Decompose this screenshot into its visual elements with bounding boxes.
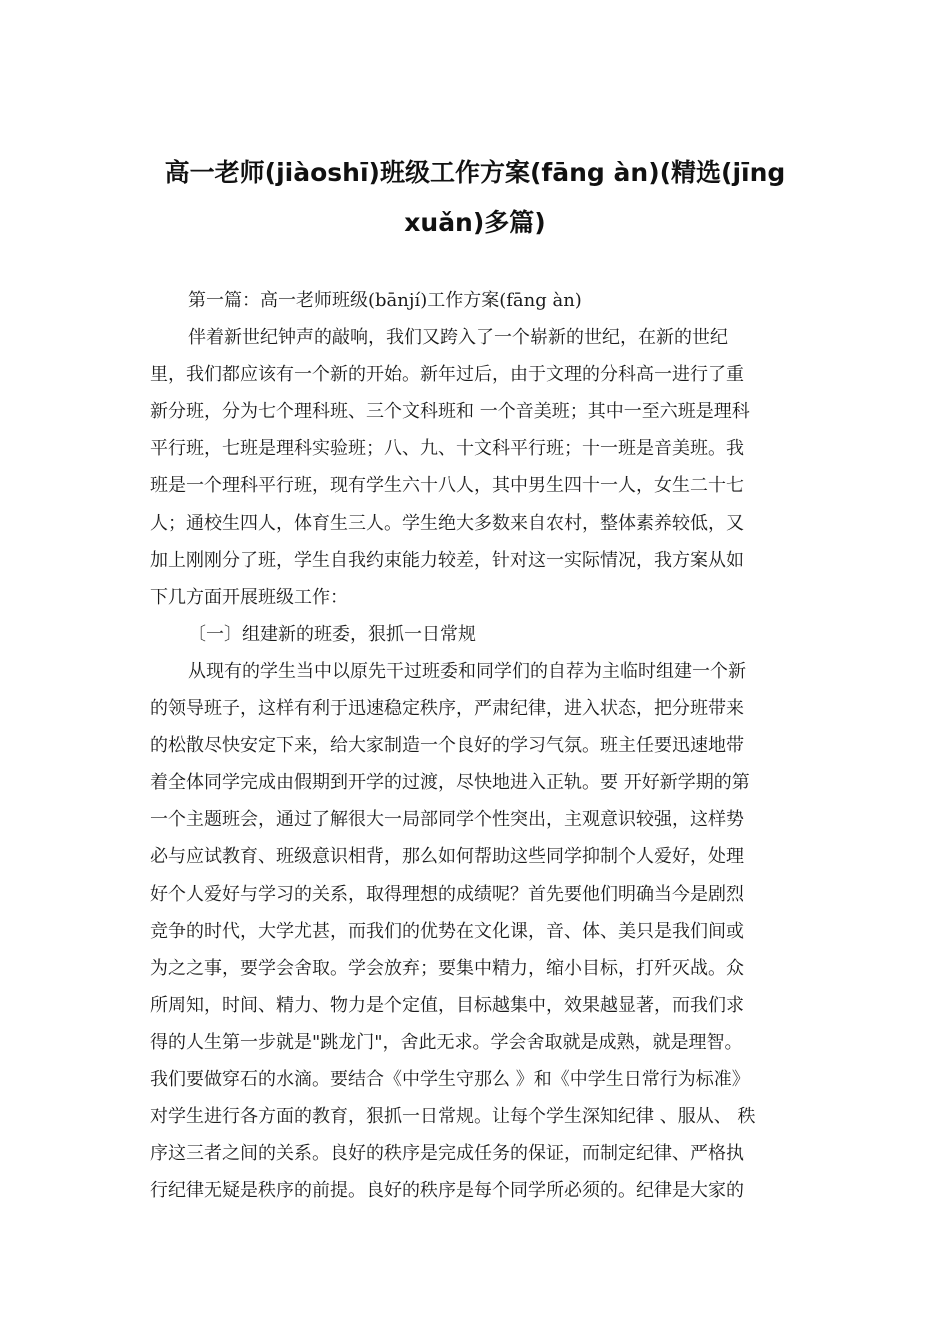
paragraph-line: 必与应试教育、班级意识相背，那么如何帮助这些同学抑制个人爱好，处理 (150, 846, 744, 868)
paragraph-line: 序这三者之间的关系。良好的秩序是完成任务的保证，而制定纪律、严格执 (150, 1143, 744, 1165)
paragraph-line: 我们要做穿石的水滴。要结合《中学生守那么 》和《中学生日常行为标准》 (150, 1068, 750, 1090)
paragraph-line: 着全体同学完成由假期到开学的过渡，尽快地进入正轨。要 开好新学期的第 (150, 772, 750, 794)
paragraph-line: 从现有的学生当中以原先干过班委和同学们的自荐为主临时组建一个新 (188, 660, 746, 682)
section-heading: 第一篇：高一老师班级(bānjí)工作方案(fāng àn) (188, 290, 582, 311)
paragraph-line: 的领导班子，这样有利于迅速稳定秩序，严肃纪律，进入状态，把分班带来 (150, 698, 744, 720)
paragraph-line: 对学生进行各方面的教育，狠抓一日常规。让每个学生深知纪律 、服从、 秩 (150, 1106, 756, 1128)
paragraph-line: 一个主题班会，通过了解很大一局部同学个性突出，主观意识较强，这样势 (150, 809, 744, 831)
paragraph-line: 班是一个理科平行班，现有学生六十八人，其中男生四十一人，女生二十七 (150, 475, 744, 497)
paragraph-line: 所周知，时间、精力、物力是个定值，目标越集中，效果越显著，而我们求 (150, 994, 744, 1016)
paragraph-line: 得的人生第一步就是"跳龙门"，舍此无求。学会舍取就是成熟，就是理智。 (150, 1031, 743, 1053)
paragraph-line: 好个人爱好与学习的关系，取得理想的成绩呢？首先要他们明确当今是剧烈 (150, 883, 744, 905)
title-line-2: xuǎn)多篇) (404, 208, 546, 237)
paragraph-line: 平行班，七班是理科实验班；八、九、十文科平行班；十一班是音美班。我 (150, 438, 744, 460)
paragraph-line: 竞争的时代，大学尤甚，而我们的优势在文化课，音、体、美只是我们间或 (150, 920, 744, 942)
paragraph-line: 人；通校生四人，体育生三人。学生绝大多数来自农村，整体素养较低，又 (150, 512, 744, 534)
paragraph-line: 里，我们都应该有一个新的开始。新年过后，由于文理的分科高一进行了重 (150, 364, 744, 386)
paragraph-line: 为之之事，要学会舍取。学会放弃；要集中精力，缩小目标，打歼灭战。众 (150, 957, 744, 979)
paragraph-line: 新分班，分为七个理科班、三个文科班和 一个音美班；其中一至六班是理科 (150, 401, 750, 423)
subsection-heading: 〔一〕组建新的班委，狠抓一日常规 (188, 623, 476, 645)
paragraph-line: 加上刚刚分了班，学生自我约束能力较差，针对这一实际情况，我方案从如 (150, 549, 744, 571)
paragraph-line: 的松散尽快安定下来，给大家制造一个良好的学习气氛。班主任要迅速地带 (150, 735, 744, 757)
document-body (150, 282, 810, 1209)
document-title (150, 148, 800, 248)
paragraph-line: 下几方面开展班级工作： (150, 586, 348, 608)
title-line-1: 高一老师(jiàoshī)班级工作方案(fāng àn)(精选(jīng (164, 158, 786, 187)
paragraph-line: 行纪律无疑是秩序的前提。良好的秩序是每个同学所必须的。纪律是大家的 (150, 1180, 744, 1202)
paragraph-line: 伴着新世纪钟声的敲响，我们又跨入了一个崭新的世纪，在新的世纪 (188, 327, 728, 349)
